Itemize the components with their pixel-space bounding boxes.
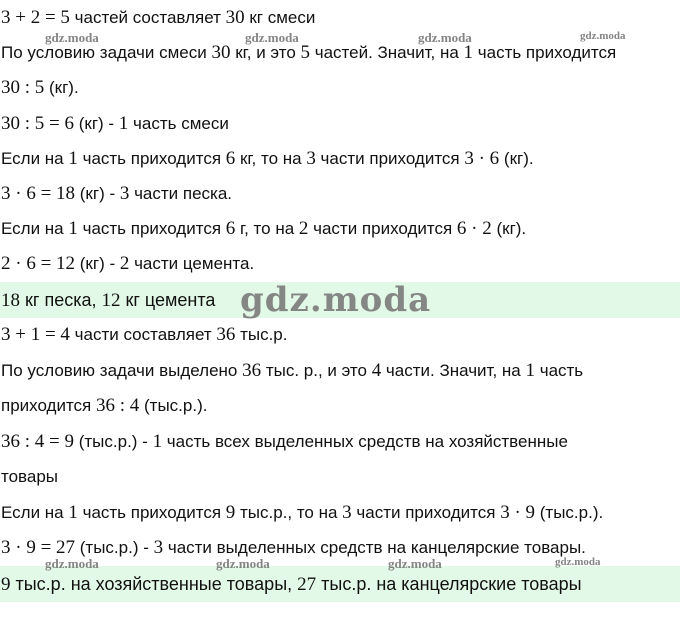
answer-line: 18 кг песка, 12 кг цемента: [1, 290, 216, 311]
solution-line: 3 · 6 = 18 (кг) - 3 части песка.: [1, 183, 233, 204]
solution-line: Если на 1 часть приходится 9 тыс.р., то на 3 части приходится 3 · 9 (тыс.р.).: [1, 502, 604, 523]
watermark-large: gdz.moda: [240, 280, 432, 320]
solution-line: товары: [1, 467, 59, 486]
solution-line: 30 : 5 = 6 (кг) - 1 часть смеси: [1, 113, 229, 134]
watermark: gdz.moda: [45, 556, 99, 571]
watermark: gdz.moda: [45, 30, 99, 45]
solution-line: 3 + 1 = 4 части составляет 36 тыс.р.: [1, 324, 288, 345]
watermark: gdz.moda: [245, 30, 299, 45]
solution-line: По условию задачи смеси 30 кг, и это 5 частей. Значит, на 1 часть приходится: [1, 42, 617, 63]
solution-line: 3 · 9 = 27 (тыс.р.) - 3 части выделенных средств на канцелярские товары.: [1, 537, 586, 558]
solution-line: 3 + 2 = 5 частей составляет 30 кг смеси: [1, 7, 316, 28]
solution-line: Если на 1 часть приходится 6 г, то на 2 части приходится 6 · 2 (кг).: [1, 218, 527, 239]
solution-line: 30 : 5 (кг).: [1, 77, 79, 98]
watermark: gdz.moda: [580, 30, 626, 42]
watermark: gdz.moda: [216, 556, 270, 571]
watermark: gdz.moda: [555, 556, 601, 568]
solution-line: По условию задачи выделено 36 тыс. р., и это 4 части. Значит, на 1 часть: [1, 360, 584, 381]
solution-line: 2 · 6 = 12 (кг) - 2 части цемента.: [1, 253, 255, 274]
watermark: gdz.moda: [388, 556, 442, 571]
answer-line: 9 тыс.р. на хозяйственные товары, 27 тыс.р. на канцелярские товары: [1, 574, 582, 595]
solution-line: 36 : 4 = 9 (тыс.р.) - 1 часть всех выделенных средств на хозяйственные: [1, 431, 568, 452]
solution-line: Если на 1 часть приходится 6 кг, то на 3 части приходится 3 · 6 (кг).: [1, 148, 534, 169]
solution-line: приходится 36 : 4 (тыс.р.).: [1, 395, 208, 416]
watermark: gdz.moda: [418, 30, 472, 45]
